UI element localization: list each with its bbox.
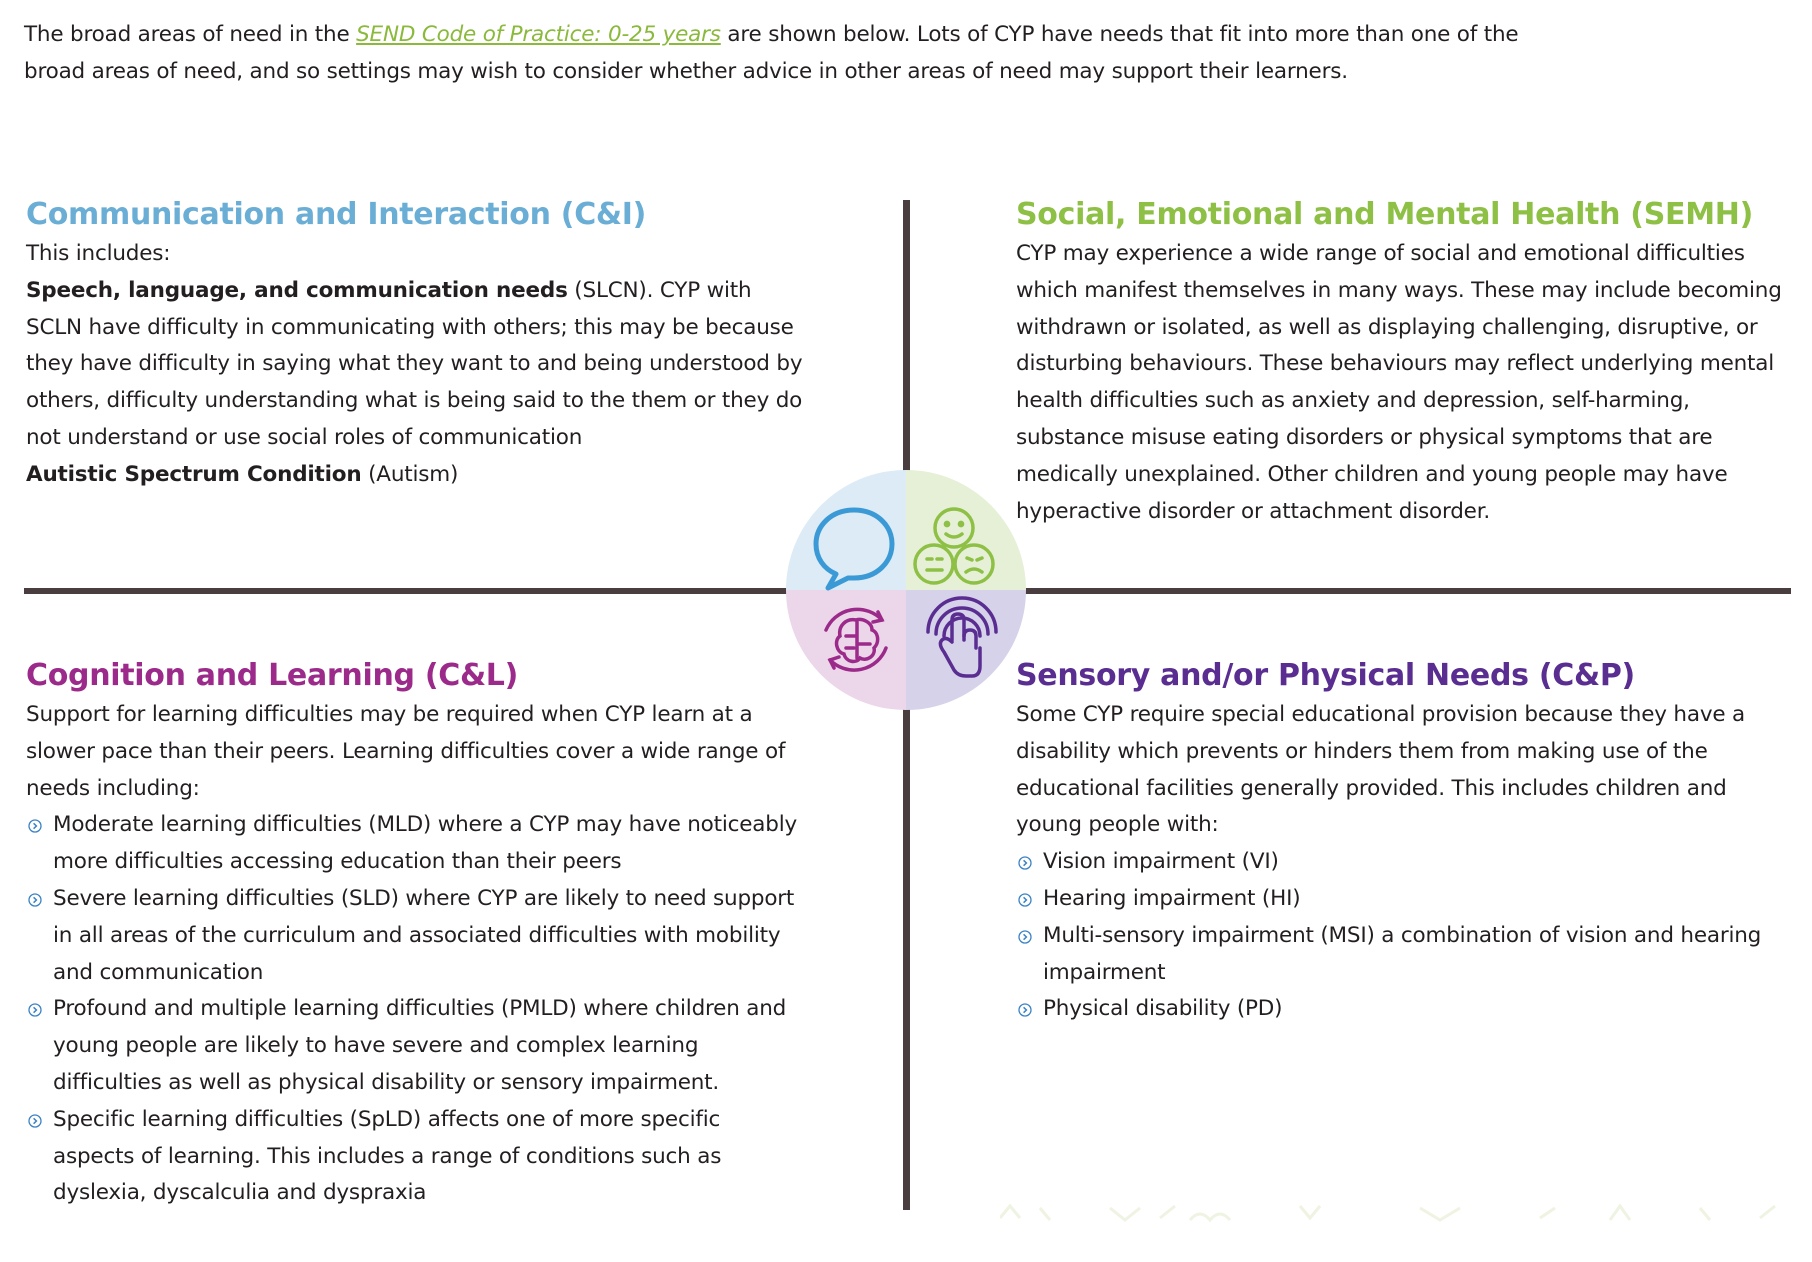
- intro-paragraph: [24, 16, 1584, 90]
- areas-of-need-emblem: [786, 470, 1026, 710]
- intro-text-after: are shown below. Lots of CYP have needs that fit into more than one of the broad areas of need, and so settings may wish to consider whether advice in other areas of need may support their learners.: [24, 22, 1519, 84]
- ci-intro: This includes:: [26, 241, 171, 266]
- ci-slcn-paragraph: [26, 273, 806, 457]
- cl-body: [26, 697, 806, 1212]
- cl-list-item: [26, 1102, 806, 1212]
- ci-asc-term: Autistic Spectrum Condition: [26, 461, 362, 487]
- cp-list-item: [1016, 844, 1786, 881]
- ci-slcn-term: Speech, language, and communication needs: [26, 277, 568, 303]
- cl-intro: Support for learning difficulties may be required when CYP learn at a slower pace than their peers. Learning difficulties cover a wide range of needs including:: [26, 702, 786, 801]
- cl-heading: Cognition and Learning (C&L): [26, 658, 519, 693]
- cp-intro: Some CYP require special educational provision because they have a disability which prevents or hinders them from making use of the educational facilities generally provided. This includes children and young people with:: [1016, 702, 1745, 838]
- cl-list-item: [26, 881, 806, 991]
- semh-heading: Social, Emotional and Mental Health (SEMH): [1016, 197, 1753, 232]
- cl-list-item: [26, 991, 806, 1101]
- ci-body: [26, 236, 806, 494]
- cp-body: [1016, 697, 1786, 1028]
- cp-list-item: [1016, 991, 1786, 1028]
- chevron-circle-icon: [1018, 856, 1032, 870]
- cl-item-text: Moderate learning difficulties (MLD) where a CYP may have noticeably more difficulties accessing education than their peers: [53, 812, 798, 875]
- cl-list: [26, 807, 806, 1212]
- cl-item-text: Specific learning difficulties (SpLD) affects one of more specific aspects of learning. This includes a range of conditions such as dyslexia, dyscalculia and dyspraxia: [53, 1106, 722, 1206]
- cl-item-text: Severe learning difficulties (SLD) where CYP are likely to need support in all areas of the curriculum and associated difficulties with mobility and communication: [53, 885, 795, 985]
- intro-text-before: The broad areas of need in the: [24, 22, 357, 47]
- cl-list-item: [26, 807, 806, 881]
- cp-item-text: Multi-sensory impairment (MSI) a combination of vision and hearing impairment: [1043, 922, 1762, 985]
- ci-heading: Communication and Interaction (C&I): [26, 197, 647, 232]
- semh-body: [1016, 236, 1786, 530]
- cp-item-text: Physical disability (PD): [1043, 996, 1283, 1022]
- cp-item-text: Vision impairment (VI): [1043, 849, 1279, 875]
- send-code-link[interactable]: SEND Code of Practice: 0-25 years: [356, 22, 721, 47]
- chevron-circle-icon: [1018, 1003, 1032, 1017]
- chevron-circle-icon: [28, 1003, 42, 1017]
- ci-asc-paragraph: [26, 457, 806, 494]
- cp-item-text: Hearing impairment (HI): [1043, 885, 1301, 911]
- cp-list-item: [1016, 881, 1786, 918]
- ci-asc-description: (Autism): [361, 461, 459, 487]
- chevron-circle-icon: [1018, 930, 1032, 944]
- cl-item-text: Profound and multiple learning difficulties (PMLD) where children and young people are likely to have severe and complex learning difficulties as well as physical disability or sensory impairment.: [53, 996, 787, 1095]
- cp-list-item: [1016, 918, 1786, 992]
- decorative-pattern: [1000, 1198, 1800, 1228]
- chevron-circle-icon: [28, 819, 42, 833]
- ci-slcn-description: (SLCN). CYP with SCLN have difficulty in communicating with others; this may be because they have difficulty in saying what they want to and being understood by others, difficulty understanding what is being said to the them or they do not understand or use social roles of communication: [26, 277, 803, 450]
- semh-text: CYP may experience a wide range of social and emotional difficulties which manifest themselves in many ways. These may include becoming withdrawn or isolated, as well as displaying challenging, disruptive, or disturbing behaviours. These behaviours may reflect underlying mental health difficulties such as anxiety and depression, self-harming, substance misuse eating disorders or physical symptoms that are medically unexplained. Other children and young people may have hyperactive disorder or attachment disorder.: [1016, 241, 1782, 524]
- cp-list: [1016, 844, 1786, 1028]
- chevron-circle-icon: [28, 893, 42, 907]
- cp-heading: Sensory and/or Physical Needs (C&P): [1016, 658, 1635, 693]
- chevron-circle-icon: [28, 1114, 42, 1128]
- chevron-circle-icon: [1018, 893, 1032, 907]
